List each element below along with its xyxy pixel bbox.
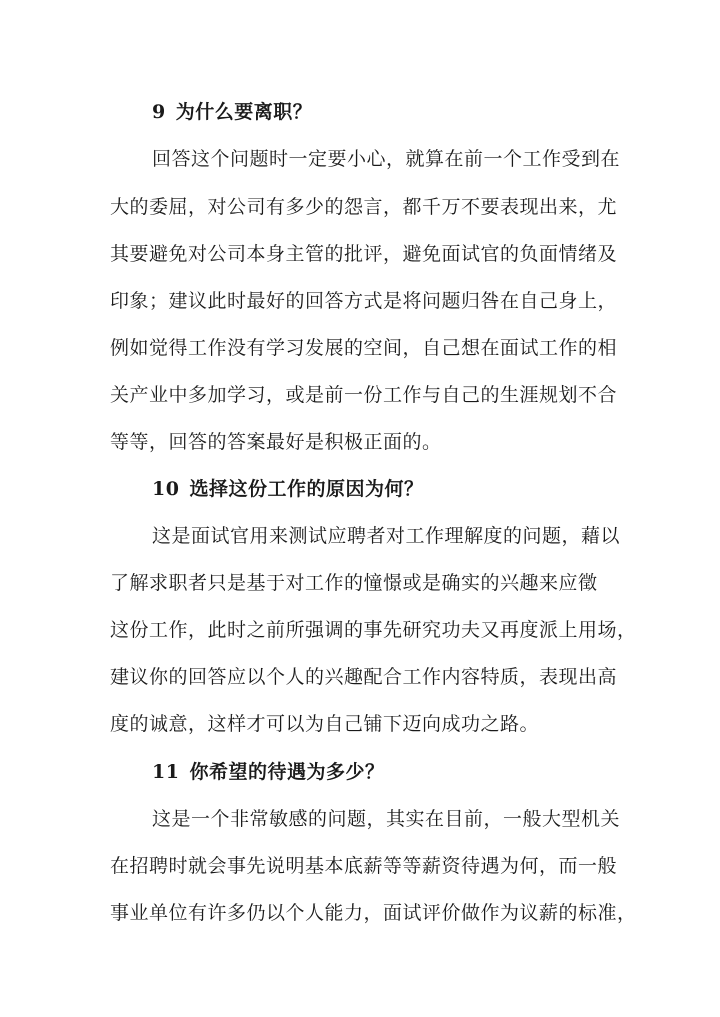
section-11-line-2: 在招聘时就会事先说明基本底薪等等薪资待遇为何，而一般 xyxy=(110,855,618,877)
section-10-heading xyxy=(152,477,652,501)
section-11-line-3: 事业单位有许多仍以个人能力，面试评价做作为议薪的标准， xyxy=(110,902,637,924)
section-9-line-7: 等等，回答的答案最好是积极正面的。 xyxy=(110,431,442,453)
section-9-line-6: 关产业中多加学习，或是前一份工作与自己的生涯规划不合 xyxy=(110,384,618,406)
section-9-line-4: 印象；建议此时最好的回答方式是将问题归咎在自己身上， xyxy=(110,290,618,312)
section-11-heading xyxy=(152,760,652,784)
section-9-line-1: 回答这个问题时一定要小心，就算在前一个工作受到在 xyxy=(152,148,621,170)
section-10-line-5: 度的诚意，这样才可以为自己铺下迈向成功之路。 xyxy=(110,713,540,735)
section-9-line-2: 大的委屈，对公司有多少的怨言，都千万不要表现出来，尤 xyxy=(110,196,618,218)
section-9-line-3: 其要避免对公司本身主管的批评，避免面试官的负面情绪及 xyxy=(110,243,618,265)
section-9-line-5: 例如觉得工作没有学习发展的空间，自己想在面试工作的相 xyxy=(110,337,618,359)
section-10-number: 10 xyxy=(152,478,180,500)
section-11-line-1: 这是一个非常敏感的问题，其实在目前，一般大型机关 xyxy=(152,808,621,830)
section-10-line-4: 建议你的回答应以个人的兴趣配合工作内容特质，表现出高 xyxy=(110,666,618,688)
section-11-number: 11 xyxy=(152,761,180,783)
section-9-heading xyxy=(152,100,652,124)
section-10-line-1: 这是面试官用来测试应聘者对工作理解度的问题，藉以 xyxy=(152,525,621,547)
section-9-number: 9 xyxy=(152,101,166,123)
section-10-line-3: 这份工作，此时之前所强调的事先研究功夫又再度派上用场， xyxy=(110,619,637,641)
section-10-line-2: 了解求职者只是基于对工作的憧憬或是确实的兴趣来应徵 xyxy=(110,572,598,594)
section-9-title: 为什么要离职？ xyxy=(175,101,313,123)
section-11-title: 你希望的待遇为多少？ xyxy=(189,761,385,783)
section-10-title: 选择这份工作的原因为何？ xyxy=(189,478,424,500)
